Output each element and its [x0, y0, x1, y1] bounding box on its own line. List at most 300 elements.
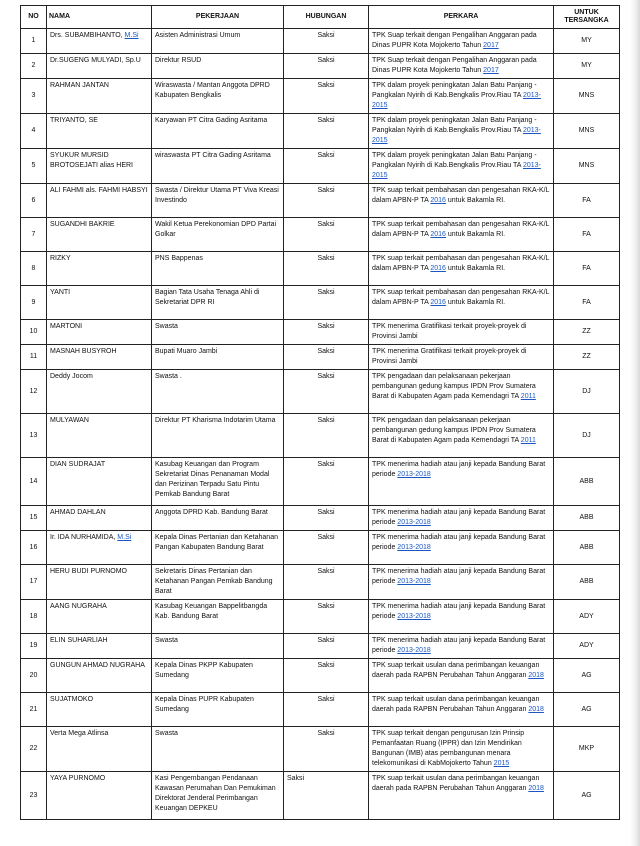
header-row — [21, 6, 620, 29]
table-row — [21, 659, 620, 693]
occupation-cell — [152, 565, 284, 600]
case-year-link[interactable]: 2013-2018 — [397, 578, 431, 585]
occupation-cell — [152, 458, 284, 506]
relation-cell — [284, 184, 369, 218]
occupation-cell — [152, 184, 284, 218]
row-number-cell — [21, 659, 47, 693]
relation-cell — [284, 252, 369, 286]
name-cell — [47, 370, 152, 414]
witness-name: HERU BUDI PURNOMO — [50, 568, 128, 575]
case-cell — [369, 320, 554, 345]
relation-cell — [284, 727, 369, 772]
name-cell — [47, 458, 152, 506]
case-year-link[interactable]: 2018 — [528, 785, 544, 792]
case-cell — [369, 114, 554, 149]
case-text: TPK dalam proyek peningkatan Jalan Batu Panjang - Pangkalan Nyirih di Kab.Bengkalis Prov.Riau TA — [372, 152, 537, 169]
occupation-cell — [152, 54, 284, 79]
case-year-link[interactable]: 2011 — [520, 437, 536, 444]
case-cell — [369, 565, 554, 600]
occupation-cell — [152, 29, 284, 54]
case-text: TPK Suap terkait dengan Pengalihan Anggaran pada Dinas PUPR Kota Mojokerto Tahun — [372, 57, 537, 74]
relation: Saksi — [317, 323, 335, 330]
case-year-link[interactable]: 2013-2015 — [372, 127, 541, 144]
relation-cell — [284, 659, 369, 693]
row-number: 9 — [31, 298, 36, 306]
table-row — [21, 218, 620, 252]
suspect-code: MY — [581, 62, 592, 69]
suspect-code-cell — [554, 634, 620, 659]
case-cell — [369, 659, 554, 693]
name-cell — [47, 320, 152, 345]
row-number: 13 — [29, 431, 38, 439]
occupation: Swasta — [155, 637, 178, 644]
header-nama: NAMA — [47, 6, 152, 29]
suspect-code: MY — [581, 37, 592, 44]
occupation: Swasta . — [155, 373, 182, 380]
relation-cell — [284, 370, 369, 414]
occupation: Direktur PT Kharisma Indotarim Utama — [155, 417, 276, 424]
witness-name: MASNAH BUSYROH — [50, 348, 117, 355]
name-cell — [47, 634, 152, 659]
relation: Saksi — [317, 187, 335, 194]
occupation: Asisten Administrasi Umum — [155, 32, 241, 39]
occupation-cell — [152, 600, 284, 634]
suspect-code: AG — [581, 705, 592, 713]
case-cell — [369, 370, 554, 414]
relation-cell — [284, 320, 369, 345]
case-year-link[interactable]: 2013-2018 — [397, 471, 431, 478]
table-row — [21, 345, 620, 370]
relation: Saksi — [317, 82, 335, 89]
row-number-cell — [21, 531, 47, 565]
name-cell — [47, 79, 152, 114]
table-row — [21, 414, 620, 458]
relation: Saksi — [317, 289, 335, 296]
occupation: Wiraswasta / Mantan Anggota DPRD Kabupaten Bengkalis — [155, 82, 270, 99]
suspect-code: FA — [582, 196, 591, 204]
row-number: 6 — [31, 196, 36, 204]
row-number-cell — [21, 600, 47, 634]
suspect-code: MKP — [578, 745, 595, 752]
row-number-cell — [21, 370, 47, 414]
relation-cell — [284, 506, 369, 531]
witness-name: RIZKY — [50, 255, 71, 262]
relation-cell — [284, 79, 369, 114]
relation-cell — [284, 458, 369, 506]
case-text: TPK menerima hadiah atau janji kepada Bandung Barat periode — [372, 637, 546, 654]
witness-name: SYUKUR MURSID BROTOSEJATI alias HERI — [50, 152, 133, 169]
witness-name: GUNGUN AHMAD NUGRAHA — [50, 662, 145, 669]
suspect-code: ABB — [579, 477, 594, 485]
name-cell — [47, 565, 152, 600]
suspect-code-cell — [554, 29, 620, 54]
witness-name: MARTONI — [50, 323, 83, 330]
occupation-cell — [152, 79, 284, 114]
relation: Saksi — [317, 57, 335, 64]
name-cell — [47, 184, 152, 218]
case-text: TPK menerima hadiah atau janji kepada Bandung Barat periode — [372, 568, 546, 585]
row-number: 15 — [29, 514, 38, 521]
occupation-cell — [152, 345, 284, 370]
name-cell — [47, 286, 152, 320]
witness-name: ALI FAHMI als. FAHMI HABSYI — [50, 187, 148, 194]
occupation: PNS Bappenas — [155, 255, 203, 262]
row-number-cell — [21, 149, 47, 184]
occupation: Kepala Dinas Pertanian dan Ketahanan Pangan Kabupaten Bandung Barat — [155, 534, 278, 551]
relation-cell — [284, 345, 369, 370]
case-year-link[interactable]: 2016 — [430, 299, 446, 306]
case-year-link[interactable]: 2013-2018 — [397, 613, 431, 620]
case-year-link[interactable]: 2016 — [430, 197, 446, 204]
case-text: TPK suap terkait pembahasan dan pengesahan RKA-K/L dalam APBN-P TA — [372, 289, 550, 306]
row-number-cell — [21, 345, 47, 370]
case-text: TPK menerima hadiah atau janji kepada Bandung Barat periode — [372, 509, 546, 526]
name-cell — [47, 693, 152, 727]
suspect-code: ADY — [579, 642, 594, 649]
suspect-code: FA — [582, 264, 591, 272]
row-number: 19 — [29, 642, 38, 649]
occupation-cell — [152, 727, 284, 772]
witness-name: MULYAWAN — [50, 417, 89, 424]
suspect-code: MNS — [578, 92, 595, 99]
case-text: TPK menerima Gratifikasi terkait proyek-proyek di Provinsi Jambi — [372, 323, 527, 340]
relation: Saksi — [317, 152, 335, 159]
name-cell — [47, 600, 152, 634]
table-row — [21, 693, 620, 727]
row-number-cell — [21, 634, 47, 659]
suspect-code: MNS — [578, 127, 595, 134]
suspect-code-cell — [554, 252, 620, 286]
suspect-code-cell — [554, 414, 620, 458]
witness-name: AANG NUGRAHA — [50, 603, 107, 610]
table-row — [21, 506, 620, 531]
relation-cell — [284, 600, 369, 634]
suspect-code-cell — [554, 149, 620, 184]
case-text: TPK menerima hadiah atau janji kepada Bandung Barat periode — [372, 603, 546, 620]
table-row — [21, 286, 620, 320]
case-text: TPK suap terkait pembahasan dan pengesahan RKA-K/L dalam APBN-P TA — [372, 221, 550, 238]
witness-name: ELIN SUHARLIAH — [50, 637, 108, 644]
row-number-cell — [21, 458, 47, 506]
suspect-code: FA — [582, 230, 591, 238]
row-number-cell — [21, 565, 47, 600]
suspect-code-cell — [554, 727, 620, 772]
case-text: TPK menerima Gratifikasi terkait proyek-proyek di Provinsi Jambi — [372, 348, 527, 365]
occupation: Swasta / Direktur Utama PT Viva Kreasi Investindo — [155, 187, 279, 204]
occupation: Swasta — [155, 323, 178, 330]
case-cell — [369, 693, 554, 727]
header-perkara: PERKARA — [369, 6, 554, 29]
relation: Saksi — [317, 696, 335, 703]
relation: Saksi — [317, 117, 335, 124]
case-cell — [369, 345, 554, 370]
relation: Saksi — [317, 221, 335, 228]
case-year-link[interactable]: 2017 — [483, 42, 499, 49]
row-number: 1 — [31, 37, 36, 44]
case-year-link[interactable]: 2013-2015 — [372, 162, 541, 179]
occupation-cell — [152, 218, 284, 252]
occupation-cell — [152, 149, 284, 184]
table-row — [21, 565, 620, 600]
case-text: TPK dalam proyek peningkatan Jalan Batu Panjang - Pangkalan Nyirih di Kab.Bengkalis Prov.Riau TA — [372, 82, 537, 99]
row-number-cell — [21, 29, 47, 54]
table-body — [21, 29, 620, 820]
name-cell — [47, 506, 152, 531]
occupation-cell — [152, 286, 284, 320]
relation: Saksi — [317, 730, 335, 737]
row-number-cell — [21, 727, 47, 772]
table-row — [21, 727, 620, 772]
case-text-tail: untuk Bakamla RI. — [445, 299, 506, 306]
case-year-link[interactable]: 2018 — [528, 672, 544, 679]
suspect-code-cell — [554, 531, 620, 565]
case-cell — [369, 184, 554, 218]
table-row — [21, 634, 620, 659]
name-cell — [47, 772, 152, 820]
case-cell — [369, 634, 554, 659]
case-text: TPK suap terkait usulan dana perimbangan keuangan daerah pada RAPBN Perubahan Tahun Anggaran — [372, 775, 540, 792]
case-year-link[interactable]: 2016 — [430, 265, 446, 272]
case-text: TPK menerima hadiah atau janji kepada Bandung Barat periode — [372, 534, 546, 551]
name-title-link[interactable]: M.Si — [117, 534, 132, 541]
case-year-link[interactable]: 2011 — [520, 393, 536, 400]
case-cell — [369, 218, 554, 252]
suspect-code-cell — [554, 218, 620, 252]
row-number: 2 — [31, 62, 36, 69]
suspect-code: MNS — [578, 162, 595, 169]
suspect-code: ZZ — [582, 328, 591, 335]
row-number: 4 — [31, 127, 36, 134]
name-cell — [47, 727, 152, 772]
row-number-cell — [21, 184, 47, 218]
occupation: Kepala Dinas PKPP Kabupaten Sumedang — [155, 662, 253, 679]
relation: Saksi — [317, 255, 335, 262]
relation: Saksi — [317, 603, 335, 610]
witness-name: YANTI — [50, 289, 71, 296]
row-number-cell — [21, 414, 47, 458]
row-number-cell — [21, 114, 47, 149]
witness-name: SUGANDHI BAKRIE — [50, 221, 115, 228]
relation-cell — [284, 54, 369, 79]
occupation: Kasubag Keuangan dan Program Sekretariat Dinas Penanaman Modal dan Perizinan Terpadu Satu Pintu Pemkab Bandung Barat — [155, 461, 270, 498]
name-cell — [47, 531, 152, 565]
case-text: TPK suap terkait usulan dana perimbangan keuangan daerah pada RAPBN Perubahan Tahun Anggaran — [372, 662, 540, 679]
case-cell — [369, 252, 554, 286]
relation-cell — [284, 114, 369, 149]
suspect-code: DJ — [582, 431, 591, 439]
relation: Saksi — [317, 373, 335, 380]
relation-cell — [284, 531, 369, 565]
case-cell — [369, 79, 554, 114]
row-number: 14 — [29, 477, 38, 485]
occupation-cell — [152, 114, 284, 149]
relation: Saksi — [317, 637, 335, 644]
occupation: Kasubag Keuangan Bappelitbangda Kab. Bandung Barat — [155, 603, 268, 620]
suspect-code: AG — [581, 671, 592, 679]
suspect-code: ADY — [579, 612, 594, 620]
suspect-code-cell — [554, 600, 620, 634]
row-number-cell — [21, 54, 47, 79]
witness-name: AHMAD DAHLAN — [50, 509, 106, 516]
suspect-code-cell — [554, 458, 620, 506]
table-row — [21, 184, 620, 218]
name-title-link[interactable]: M.Si — [124, 32, 139, 39]
relation: Saksi — [287, 775, 305, 782]
case-cell — [369, 414, 554, 458]
occupation-cell — [152, 320, 284, 345]
relation-cell — [284, 286, 369, 320]
occupation: Kasi Pengembangan Pendanaan Kawasan Perumahan Dan Pemukiman Direktorat Jenderal Perimbangan Keuangan DEPKEU — [155, 775, 276, 812]
occupation: Anggota DPRD Kab. Bandung Barat — [155, 509, 268, 516]
row-number: 20 — [29, 671, 38, 679]
case-year-link[interactable]: 2013-2018 — [397, 647, 431, 654]
case-year-link[interactable]: 2013-2018 — [397, 519, 431, 526]
name-cell — [47, 29, 152, 54]
row-number: 7 — [31, 230, 36, 238]
row-number: 10 — [29, 328, 38, 335]
page-edge-shadow — [630, 0, 640, 846]
relation: Saksi — [317, 662, 335, 669]
relation-cell — [284, 565, 369, 600]
row-number: 8 — [31, 264, 36, 272]
suspect-code-cell — [554, 565, 620, 600]
occupation-cell — [152, 531, 284, 565]
case-year-link[interactable]: 2013-2015 — [372, 92, 541, 109]
relation-cell — [284, 149, 369, 184]
case-text: TPK suap terkait usulan dana perimbangan keuangan daerah pada RAPBN Perubahan Tahun Anggaran — [372, 696, 540, 713]
relation: Saksi — [317, 461, 335, 468]
suspect-code-cell — [554, 320, 620, 345]
witness-name: Ir. IDA NURHAMIDA, — [50, 534, 118, 541]
case-year-link[interactable]: 2018 — [528, 706, 544, 713]
relation: Saksi — [317, 417, 335, 424]
suspect-code: ZZ — [582, 353, 591, 360]
suspect-code-cell — [554, 184, 620, 218]
suspect-code-cell — [554, 286, 620, 320]
relation-cell — [284, 693, 369, 727]
case-text-tail: untuk Bakamla RI. — [445, 265, 506, 272]
case-cell — [369, 286, 554, 320]
row-number-cell — [21, 79, 47, 114]
table-row — [21, 252, 620, 286]
table-row — [21, 458, 620, 506]
relation-cell — [284, 772, 369, 820]
name-cell — [47, 252, 152, 286]
occupation: Bagian Tata Usaha Tenaga Ahli di Sekretariat DPR RI — [155, 289, 260, 306]
table-row — [21, 54, 620, 79]
case-text: TPK dalam proyek peningkatan Jalan Batu Panjang - Pangkalan Nyirih di Kab.Bengkalis Prov.Riau TA — [372, 117, 537, 134]
suspect-code-cell — [554, 772, 620, 820]
case-text-tail: untuk Bakamla RI. — [445, 231, 506, 238]
occupation-cell — [152, 414, 284, 458]
case-cell — [369, 29, 554, 54]
relation: Saksi — [317, 32, 335, 39]
table-row — [21, 772, 620, 820]
occupation-cell — [152, 370, 284, 414]
name-cell — [47, 54, 152, 79]
relation: Saksi — [317, 509, 335, 516]
relation-cell — [284, 218, 369, 252]
table-row — [21, 600, 620, 634]
suspect-code-cell — [554, 370, 620, 414]
name-cell — [47, 659, 152, 693]
table-row — [21, 370, 620, 414]
row-number-cell — [21, 506, 47, 531]
relation-cell — [284, 634, 369, 659]
suspect-code-cell — [554, 54, 620, 79]
occupation: Karyawan PT Citra Gading Asritama — [155, 117, 268, 124]
case-cell — [369, 458, 554, 506]
occupation-cell — [152, 659, 284, 693]
header-untuk-tersangka: UNTUK TERSANGKA — [554, 6, 620, 29]
witness-name: Dr.SUGENG MULYADI, Sp.U — [50, 57, 141, 64]
table-row — [21, 531, 620, 565]
witness-name: RAHMAN JANTAN — [50, 82, 109, 89]
row-number: 12 — [29, 387, 38, 395]
case-cell — [369, 727, 554, 772]
witness-table — [20, 5, 620, 820]
row-number-cell — [21, 772, 47, 820]
row-number-cell — [21, 286, 47, 320]
header-pekerjaan: PEKERJAAN — [152, 6, 284, 29]
name-cell — [47, 149, 152, 184]
relation-cell — [284, 29, 369, 54]
occupation: Kepala Dinas PUPR Kabupaten Sumedang — [155, 696, 254, 713]
occupation-cell — [152, 506, 284, 531]
table-row — [21, 79, 620, 114]
occupation-cell — [152, 693, 284, 727]
case-text: TPK pengadaan dan pelaksanaan pekerjaan pembangunan gedung kampus IPDN Prov Sumatera Barat di Kabupaten Agam pada Kemendagri TA — [372, 373, 536, 400]
row-number-cell — [21, 320, 47, 345]
occupation-cell — [152, 252, 284, 286]
suspect-code: AG — [581, 791, 592, 799]
relation-cell — [284, 414, 369, 458]
case-text: TPK suap terkait dengan pengurusan Izin Prinsip Pemanfaatan Ruang (IPPR) dan Izin Mendirikan Bangunan (IMB) atas pembangunan menara telekomunikasi di KabMojokerto Tahun — [372, 730, 525, 767]
relation: Saksi — [317, 534, 335, 541]
suspect-code: ABB — [579, 578, 594, 585]
suspect-code-cell — [554, 506, 620, 531]
row-number-cell — [21, 218, 47, 252]
suspect-code: FA — [582, 298, 591, 306]
case-year-link[interactable]: 2015 — [493, 760, 510, 767]
case-text: TPK suap terkait pembahasan dan pengesahan RKA-K/L dalam APBN-P TA — [372, 187, 550, 204]
case-year-link[interactable]: 2017 — [483, 67, 499, 74]
case-text: TPK menerima hadiah atau janji kepada Bandung Barat periode — [372, 461, 546, 478]
occupation-cell — [152, 634, 284, 659]
case-year-link[interactable]: 2016 — [430, 231, 446, 238]
row-number: 23 — [29, 791, 38, 799]
witness-name: TRIYANTO, SE — [50, 117, 98, 124]
witness-name: Drs. SUBAMBIHANTO, — [50, 32, 125, 39]
row-number: 11 — [29, 353, 38, 360]
case-cell — [369, 54, 554, 79]
witness-name: Verta Mega Atlinsa — [50, 730, 109, 737]
suspect-code-cell — [554, 345, 620, 370]
witness-name: SUJATMOKO — [50, 696, 94, 703]
row-number: 22 — [29, 745, 38, 752]
case-cell — [369, 506, 554, 531]
occupation: Swasta — [155, 730, 178, 737]
case-year-link[interactable]: 2013-2018 — [397, 544, 431, 551]
relation: Saksi — [317, 568, 335, 575]
suspect-code-cell — [554, 114, 620, 149]
occupation-cell — [152, 772, 284, 820]
occupation: wiraswasta PT Citra Gading Asritama — [155, 152, 271, 159]
suspect-code-cell — [554, 693, 620, 727]
row-number: 21 — [29, 705, 38, 713]
row-number: 17 — [29, 578, 38, 585]
occupation: Direktur RSUD — [155, 57, 202, 64]
